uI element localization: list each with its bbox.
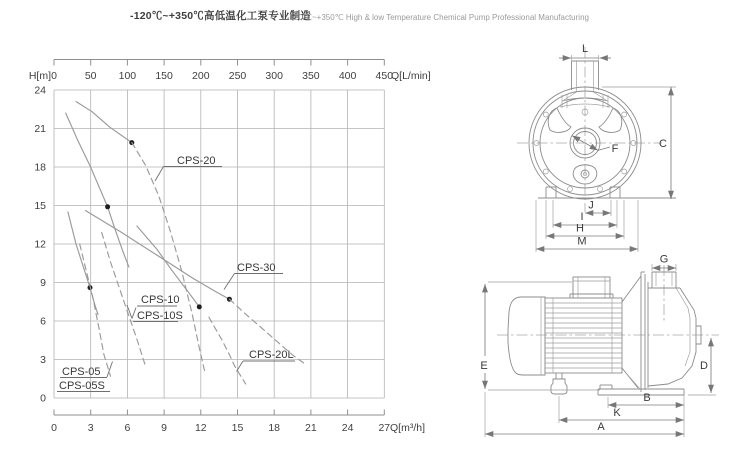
bottom-axis-tick-label: 0 bbox=[51, 422, 57, 434]
curve-label-CPS-20L: CPS-20L bbox=[249, 349, 294, 361]
dim-label-J: J bbox=[588, 199, 594, 212]
bottom-axis-title: Q[m³/h] bbox=[390, 422, 426, 434]
dim-L bbox=[559, 43, 611, 61]
dim-M bbox=[536, 200, 638, 252]
pump-casing bbox=[648, 272, 701, 388]
top-axis-tick-label: 0 bbox=[51, 70, 57, 82]
motor-body bbox=[545, 298, 622, 373]
curve-label-CPS-20: CPS-20 bbox=[177, 155, 216, 167]
dim-label-H: H bbox=[576, 222, 584, 235]
top-axis-tick-label: 250 bbox=[228, 70, 247, 82]
top-axis-tick-label: 450 bbox=[375, 70, 394, 82]
bottom-axis-tick-label: 24 bbox=[341, 422, 354, 434]
y-axis-title: H[m] bbox=[28, 70, 51, 82]
curve-label-CPS-30: CPS-30 bbox=[237, 262, 276, 274]
top-axis-title: Q[L/min] bbox=[391, 70, 431, 82]
bottom-axis-tick-label: 6 bbox=[124, 422, 131, 434]
y-tick-label: 6 bbox=[40, 315, 46, 328]
dim-label-I: I bbox=[580, 211, 584, 223]
bottom-axis-tick-label: 12 bbox=[194, 422, 207, 434]
top-axis-tick-label: 400 bbox=[338, 70, 357, 82]
dim-label-D: D bbox=[700, 360, 708, 372]
side-centerlines bbox=[497, 265, 719, 335]
bottom-axis-tick-label: 3 bbox=[87, 422, 94, 434]
bottom-axis-tick-label: 9 bbox=[161, 422, 168, 434]
dim-D bbox=[688, 338, 716, 395]
dim-A bbox=[485, 392, 684, 437]
y-tick-label: 0 bbox=[40, 392, 46, 405]
dim-label-M: M bbox=[577, 235, 587, 248]
dim-label-C: C bbox=[659, 138, 667, 150]
top-axis-tick-label: 100 bbox=[118, 70, 137, 82]
terminal-box bbox=[570, 277, 613, 298]
drain-foot bbox=[551, 373, 567, 394]
dim-J bbox=[585, 200, 611, 217]
dim-label-B: B bbox=[643, 392, 651, 404]
bottom-axis-tick-label: 18 bbox=[268, 422, 281, 434]
y-tick-label: 9 bbox=[40, 277, 46, 289]
y-tick-label: 24 bbox=[34, 84, 46, 97]
pump-front-view-drawing bbox=[517, 43, 676, 252]
motor-end-cap bbox=[508, 297, 545, 375]
dim-G bbox=[652, 254, 676, 272]
top-axis-tick-label: 200 bbox=[192, 70, 210, 82]
curve-label-CPS-10: CPS-10 bbox=[141, 294, 180, 306]
y-tick-label: 15 bbox=[34, 200, 46, 212]
y-tick-label: 12 bbox=[34, 238, 46, 251]
dim-K bbox=[559, 396, 684, 423]
dim-label-K: K bbox=[613, 407, 621, 419]
dim-label-G: G bbox=[659, 253, 669, 266]
pump-side-view-drawing bbox=[477, 254, 719, 438]
dim-label-A: A bbox=[597, 421, 605, 433]
y-tick-label: 3 bbox=[40, 354, 46, 366]
top-axis-tick-label: 300 bbox=[265, 70, 283, 82]
curve-label-CPS-05: CPS-05 bbox=[62, 366, 101, 378]
bottom-axis-tick-label: 21 bbox=[305, 422, 317, 434]
bottom-axis-tick-label: 27 bbox=[378, 422, 391, 434]
dim-label-E: E bbox=[480, 360, 488, 372]
adapter-bracket bbox=[622, 272, 645, 392]
dim-label-F: F bbox=[611, 143, 619, 155]
top-axis-tick-label: 350 bbox=[302, 70, 320, 82]
dim-label-L: L bbox=[581, 43, 589, 55]
top-axis-tick-label: 150 bbox=[155, 70, 173, 82]
page-title-en: -120℃~+350℃ High & low Temperature Chemical Pump Professional Manufacturing bbox=[287, 12, 589, 22]
y-tick-label: 21 bbox=[34, 123, 46, 135]
bottom-axis-tick-label: 15 bbox=[231, 422, 244, 434]
page-title-zh: -120℃~+350℃高低温化工泵专业制造 bbox=[130, 10, 311, 22]
curve-label-CPS-10S: CPS-10S bbox=[137, 310, 183, 322]
y-tick-label: 18 bbox=[34, 161, 46, 174]
front-centerlines bbox=[517, 47, 662, 212]
top-axis-tick-label: 50 bbox=[84, 70, 97, 82]
curve-label-CPS-05S: CPS-05S bbox=[59, 380, 105, 392]
